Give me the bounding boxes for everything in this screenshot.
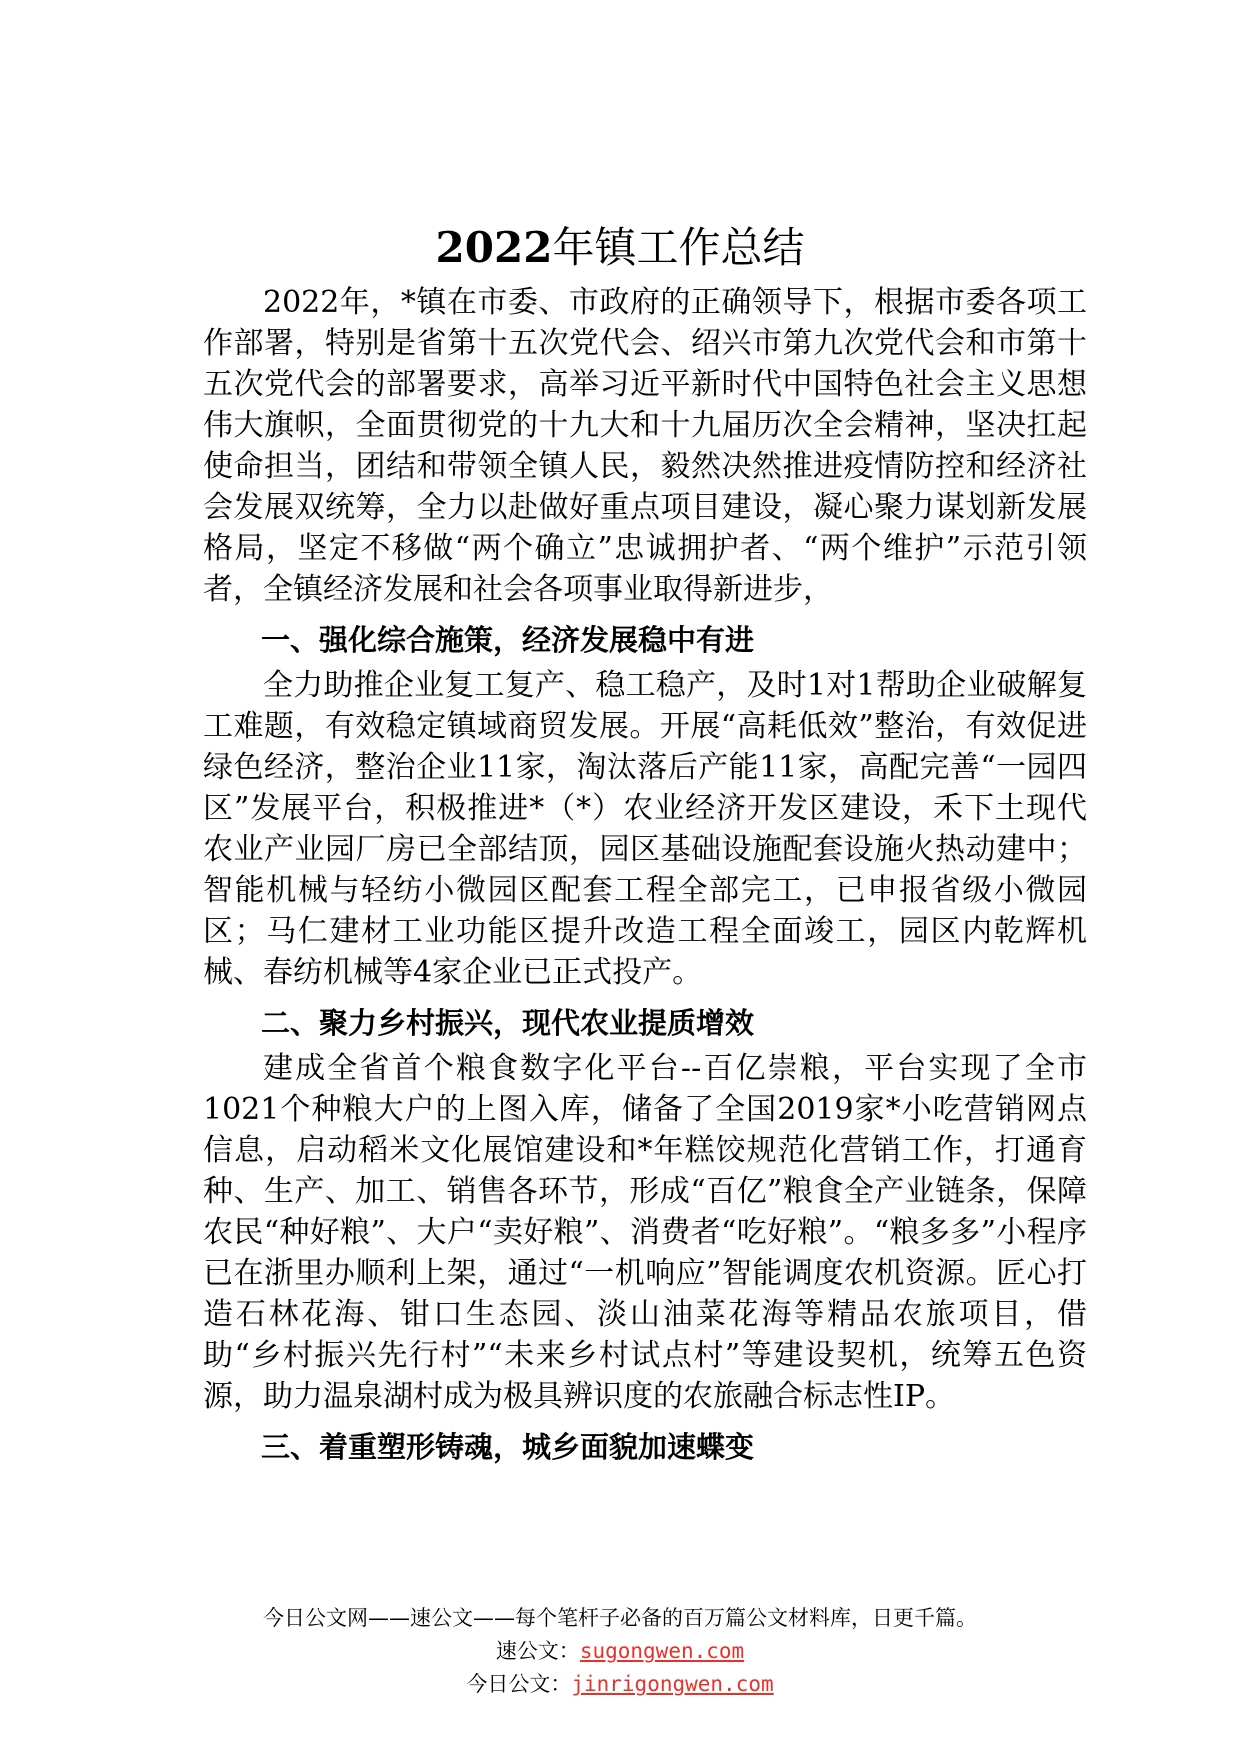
title-text: 年镇工作总结 <box>552 223 805 272</box>
document-title <box>0 218 1240 278</box>
title-year: 2022 <box>435 223 553 272</box>
intro-paragraph: 2022年，*镇在市委、市政府的正确领导下，根据市委各项工作部署，特别是省第十五次党代会、绍兴市第九次党代会和市第十五次党代会的部署要求，高举习近平新时代中国特色社会主义思想伟大旗帜，全面贯彻党的十九大和十九届历次全会精神，坚决扛起使命担当，团结和带领全镇人民，毅然决然推进疫情防控和经济社会发展双统筹，全力以赴做好重点项目建设，凝心聚力谋划新发展格局，坚定不移做“两个确立”忠诚拥护者、“两个维护”示范引领者，全镇经济发展和社会各项事业取得新进步， <box>203 285 1087 607</box>
footer-label-jinrigongwen: 今日公文： <box>466 1672 572 1696</box>
footer-line-jinrigongwen <box>0 1668 1240 1701</box>
jinrigongwen-link[interactable]: jinrigongwen.com <box>571 1672 774 1696</box>
document-body <box>203 282 1087 1472</box>
footer-line-sugongwen <box>0 1635 1240 1668</box>
sugongwen-link[interactable]: sugongwen.com <box>579 1639 745 1663</box>
footer-label-sugongwen: 速公文： <box>495 1639 580 1663</box>
page-footer <box>0 1602 1240 1701</box>
footer-slogan: 今日公文网——速公文——每个笔杆子必备的百万篇公文材料库，日更千篇。 <box>263 1606 977 1630</box>
section-paragraph-1: 全力助推企业复工复产、稳工稳产，及时1对1帮助企业破解复工难题，有效稳定镇域商贸发展。开展“高耗低效”整治，有效促进绿色经济，整治企业11家，淘汰落后产能11家，高配完善“一园四区”发展平台，积极推进*（*）农业经济开发区建设，禾下土现代农业产业园厂房已全部结顶，园区基础设施配套设施火热动建中；智能机械与轻纺小微园区配套工程全部完工，已申报省级小微园区；马仁建材工业功能区提升改造工程全面竣工，园区内乾辉机械、春纺机械等4家企业已正式投产。 <box>203 668 1087 990</box>
section-heading-1: 一、强化综合施策，经济发展稳中有进 <box>261 623 755 657</box>
section-paragraph-2: 建成全省首个粮食数字化平台--百亿崇粮，平台实现了全市1021个种粮大户的上图入库，储备了全国2019家*小吃营销网点信息，启动稻米文化展馆建设和*年糕饺规范化营销工作，打通育种、生产、加工、销售各环节，形成“百亿”粮食全产业链条，保障农民“种好粮”、大户“卖好粮”、消费者“吃好粮”。“粮多多”小程序已在浙里办顺利上架，通过“一机响应”智能调度农机资源。匠心打造石林花海、钳口生态园、淡山油菜花海等精品农旅项目，借助“乡村振兴先行村”“未来乡村试点村”等建设契机，统筹五色资源，助力温泉湖村成为极具辨识度的农旅融合标志性IP。 <box>203 1051 1087 1414</box>
section-heading-2: 二、聚力乡村振兴，现代农业提质增效 <box>261 1006 755 1040</box>
section-heading-3: 三、着重塑形铸魂，城乡面貌加速蝶变 <box>261 1430 755 1464</box>
